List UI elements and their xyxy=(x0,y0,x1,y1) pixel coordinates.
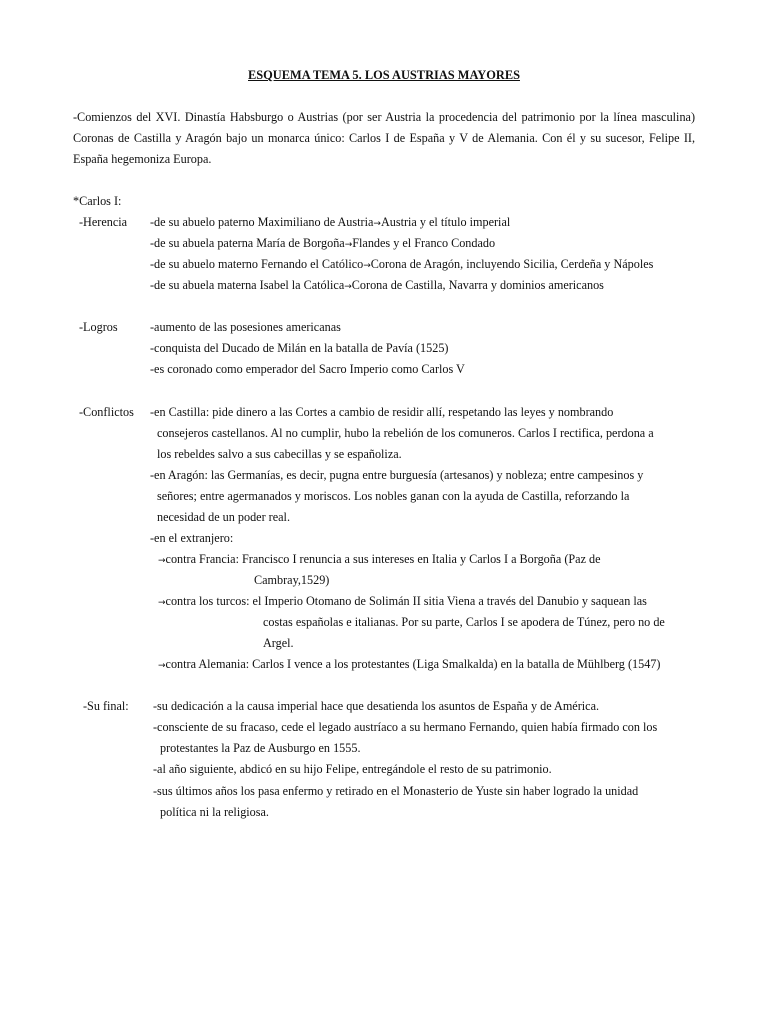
intro-paragraph: -Comienzos del XVI. Dinastía Habsburgo o Austrias (por ser Austria la procedencia del patrimonio por la línea masculina) Coronas de Castilla y Aragón bajo un monarca único: Carlos I de España y V de Alemania. Con él y su sucesor, Felipe II, España hegemoniza Europa. xyxy=(73,110,695,166)
conflicto-turcos-continuation: Argel. xyxy=(263,636,294,650)
logros-item: -aumento de las posesiones americanas xyxy=(150,320,341,334)
conflicto-francia-text: contra Francia: Francisco I renuncia a sus intereses en Italia y Carlos I a Borgoña (Paz de xyxy=(165,552,601,566)
arrow-right-icon: → xyxy=(158,598,166,608)
arrow-right-icon: → xyxy=(344,240,353,250)
herencia-label: -Herencia xyxy=(79,215,128,229)
conflicto-aragon-line: -en Aragón: las Germanías, es decir, pugna entre burguesía (artesanos) y nobleza; entre campesinos y xyxy=(150,468,644,482)
final-line: -consciente de su fracaso, cede el legado austríaco a su hermano Fernando, quien había firmado con los xyxy=(153,720,658,734)
final-line: -su dedicación a la causa imperial hace que desatienda los asuntos de España y de América. xyxy=(153,699,600,713)
final-line: política ni la religiosa. xyxy=(160,805,269,819)
conflicto-turcos-continuation: costas españolas e italianas. Por su parte, Carlos I se apodera de Túnez, pero no de xyxy=(263,615,665,629)
herencia-item-result: Austria y el título imperial xyxy=(380,215,511,229)
herencia-item xyxy=(150,254,653,277)
conflicto-francia-continuation: Cambray,1529) xyxy=(254,573,330,587)
herencia-item-result: Corona de Castilla, Navarra y dominios americanos xyxy=(351,278,604,292)
document-title: ESQUEMA TEMA 5. LOS AUSTRIAS MAYORES xyxy=(248,68,520,82)
conflicto-aragon-line: señores; entre agermanados y moriscos. Los nobles ganan con la ayuda de Castilla, reforzando la xyxy=(157,489,630,503)
conflicto-aragon-line: necesidad de un poder real. xyxy=(157,510,290,524)
herencia-item-result: Flandes y el Franco Condado xyxy=(352,236,496,250)
arrow-right-icon: → xyxy=(158,556,166,566)
conflicto-castilla-line: -en Castilla: pide dinero a las Cortes a cambio de residir allí, respetando las leyes y nombrando xyxy=(150,405,614,419)
conflicto-turcos-text: contra los turcos: el Imperio Otomano de Solimán II sitia Viena a través del Danubio y saquean las xyxy=(165,594,647,608)
conflicto-francia-line xyxy=(158,549,601,572)
carlos-heading: *Carlos I: xyxy=(73,194,122,208)
final-label: -Su final: xyxy=(83,699,129,713)
final-line: -al año siguiente, abdicó en su hijo Felipe, entregándole el resto de su patrimonio. xyxy=(153,762,552,776)
herencia-item-text: -de su abuela materna Isabel la Católica xyxy=(150,278,345,292)
conflicto-castilla-line: consejeros castellanos. Al no cumplir, hubo la rebelión de los comuneros. Carlos I rectifica, perdona a xyxy=(157,426,654,440)
conflicto-extranjero-heading: -en el extranjero: xyxy=(150,531,234,545)
conflicto-alemania-line xyxy=(158,654,660,677)
herencia-item xyxy=(150,275,604,298)
arrow-right-icon: → xyxy=(373,219,381,229)
conflicto-alemania-text: contra Alemania: Carlos I vence a los protestantes (Liga Smalkalda) en la batalla de Mühlberg (1547) xyxy=(165,657,661,671)
final-line: protestantes la Paz de Ausburgo en 1555. xyxy=(160,741,361,755)
herencia-item xyxy=(150,212,510,235)
logros-item: -conquista del Ducado de Milán en la batalla de Pavía (1525) xyxy=(150,341,449,355)
herencia-item xyxy=(150,233,495,256)
logros-label: -Logros xyxy=(79,320,118,334)
conflictos-label: -Conflictos xyxy=(79,405,134,419)
conflicto-castilla-line: los rebeldes salvo a sus cabecillas y se españoliza. xyxy=(157,447,402,461)
herencia-item-text: -de su abuela paterna María de Borgoña xyxy=(150,236,345,250)
herencia-item-text: -de su abuelo materno Fernando el Católico xyxy=(150,257,364,271)
herencia-item-text: -de su abuelo paterno Maximiliano de Austria xyxy=(150,215,374,229)
conflicto-turcos-line xyxy=(158,591,647,614)
arrow-right-icon: → xyxy=(344,282,352,292)
herencia-item-result: Corona de Aragón, incluyendo Sicilia, Cerdeña y Nápoles xyxy=(370,257,654,271)
arrow-right-icon: → xyxy=(158,661,166,671)
final-line: -sus últimos años los pasa enfermo y retirado en el Monasterio de Yuste sin haber logrado la unidad xyxy=(153,784,639,798)
arrow-right-icon: → xyxy=(363,261,371,271)
logros-item: -es coronado como emperador del Sacro Imperio como Carlos V xyxy=(150,362,465,376)
